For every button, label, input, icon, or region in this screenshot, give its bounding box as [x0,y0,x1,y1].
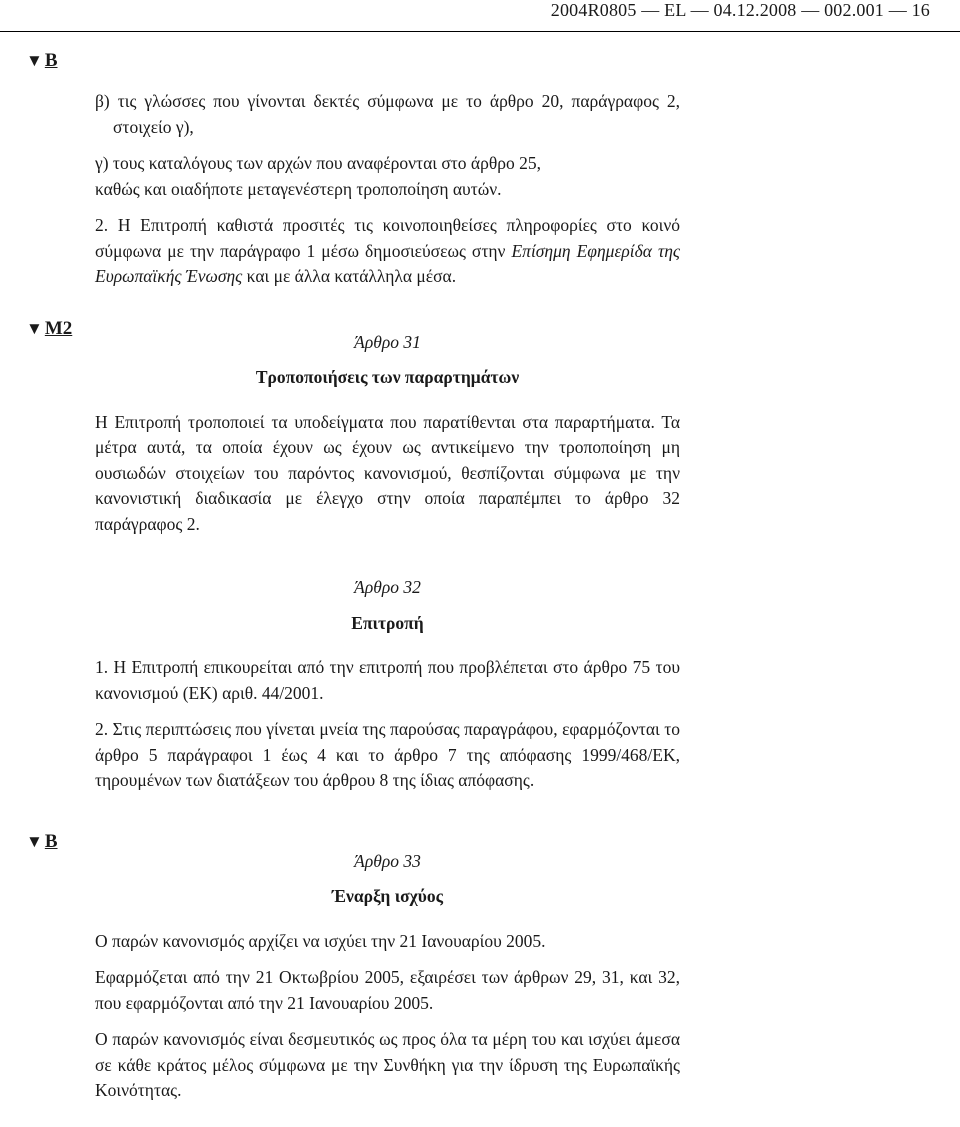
list-item-c: γ) τους καταλόγους των αρχών που αναφέρονται στο άρθρο 25, [95,153,541,173]
list-continuation: καθώς και οιαδήποτε μεταγενέστερη τροποποίηση αυτών. [95,178,502,199]
header-divider [0,31,960,32]
paragraph-2: 2. Η Επιτροπή καθιστά προσιτές τις κοινοποιηθείσες πληροφορίες στο κοινό σύμφωνα με την παράγραφο 1 μέσω δημοσιεύσεως στην Επίσημη Εφημερίδα της Ευρωπαϊκής Ένωσης και με άλλα κατάλληλα μέσα. [95,215,680,286]
article-31-text: Η Επιτροπή τροποποιεί τα υποδείγματα που παρατίθενται στα παραρτήματα. Τα μέτρα αυτά, τα οποία έχουν ως έχουν ως αντικείμενο την τροποποίηση μη ουσιωδών στοιχείων του παρόντος κανονισμού, θεσπίζονται σύμφωνα με την κανονιστική διαδικασία με έλεγχο στην οποία παραπέμπει το άρθρο 32 παράγραφος 2. [95,411,680,534]
article-31-heading: Τροποποιήσεις των παραρτημάτων [255,367,520,387]
article-32-heading: Επιτροπή [351,612,424,633]
marker-label: B [44,50,58,71]
journal-name: Επίσημη Εφημερίδα της Ευρωπαϊκής Ένωσης [95,240,680,286]
article-33-paragraph-3: Ο παρών κανονισμός είναι δεσμευτικός ως προς όλα τα μέρη του και ισχύει άμεσα σε κάθε κράτος μέλος σύμφωνα με την Συνθήκη για την ίδρυση της Ευρωπαϊκής Κοινότητας. [95,1029,680,1100]
article-33-heading: Έναρξη ισχύος [332,886,443,906]
article-32-title: Άρθρο 32 [354,577,421,597]
document-body [95,89,680,1104]
triangle-down-icon: ▼ [26,319,43,338]
triangle-down-icon: ▼ [26,51,43,70]
triangle-down-icon: ▼ [26,832,43,851]
article-32-paragraph-1: 1. Η Επιτροπή επικουρείται από την επιτροπή που προβλέπεται στο άρθρο 75 του κανονισμού (ΕΚ) αριθ. 44/2001. [95,657,680,703]
article-33-title: Άρθρο 33 [354,850,421,871]
page-header: 2004R0805 — EL — 04.12.2008 — 002.001 — 16 [550,0,930,20]
marker-label: M2 [44,318,73,339]
list-item-b: β) τις γλώσσες που γίνονται δεκτές σύμφωνα με το άρθρο 20, παράγραφος 2, στοιχείο γ), [95,91,680,137]
amendment-marker-m2 [26,318,72,340]
article-33-paragraph-2: Εφαρμόζεται από την 21 Οκτωβρίου 2005, εξαιρέσει των άρθρων 29, 31, και 32, που εφαρμόζονται από την 21 Ιανουαρίου 2005. [95,967,680,1013]
amendment-marker-b-2 [26,831,58,853]
article-31-title: Άρθρο 31 [354,331,421,352]
article-32-paragraph-2: 2. Στις περιπτώσεις που γίνεται μνεία της παρούσας παραγράφου, εφαρμόζονται το άρθρο 5 παράγραφοι 1 έως 4 και το άρθρο 7 της απόφασης 1999/468/ΕΚ, τηρουμένων των διατάξεων του άρθρου 8 της ίδιας απόφασης. [95,719,680,790]
amendment-marker-b [26,50,58,72]
marker-label: B [44,831,58,852]
article-33-paragraph-1: Ο παρών κανονισμός αρχίζει να ισχύει την 21 Ιανουαρίου 2005. [95,930,546,951]
